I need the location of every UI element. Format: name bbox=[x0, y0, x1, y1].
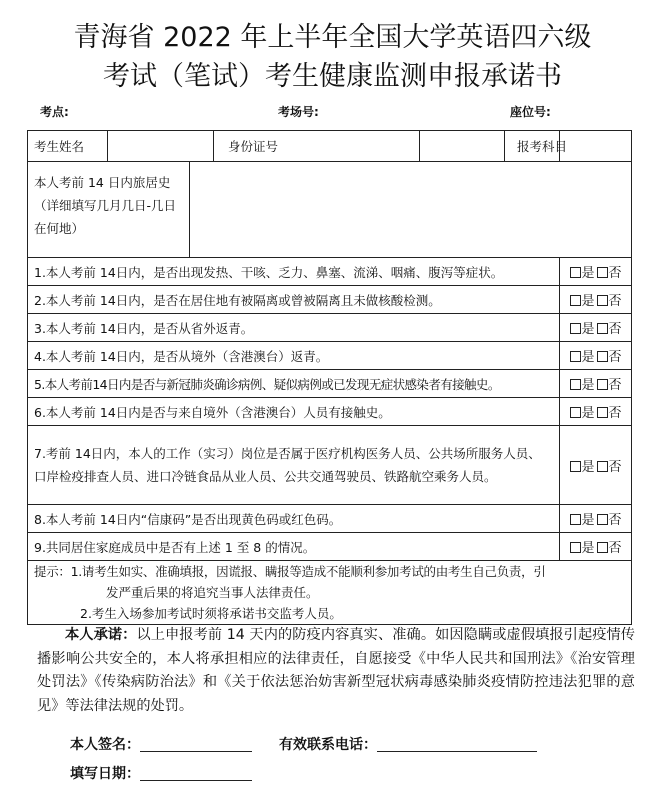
question-row bbox=[28, 286, 632, 314]
travel-history-row bbox=[28, 162, 632, 258]
no-checkbox[interactable] bbox=[597, 379, 608, 390]
question-row bbox=[28, 426, 632, 505]
name-label: 考生姓名 bbox=[28, 131, 108, 162]
travel-history-label: 本人考前 14 日内旅居史（详细填写几月几日-几日在何地） bbox=[28, 162, 190, 258]
question-row bbox=[28, 258, 632, 286]
phone-label: 有效联系电话： bbox=[279, 737, 377, 753]
no-checkbox[interactable] bbox=[597, 351, 608, 362]
yes-checkbox[interactable] bbox=[570, 542, 581, 553]
commitment-statement bbox=[37, 624, 635, 718]
question-text: 3.本人考前 14日内，是否从省外返青。 bbox=[28, 314, 560, 342]
yes-no-options: 是 否 bbox=[560, 370, 632, 398]
name-field[interactable] bbox=[108, 131, 214, 162]
signature-line bbox=[70, 734, 252, 754]
question-text: 4.本人考前 14日内，是否从境外（含港澳台）返青。 bbox=[28, 342, 560, 370]
question-text: 5.本人考前14日内是否与新冠肺炎确诊病例、疑似病例或已发现无症状感染者有接触史。 bbox=[28, 370, 560, 398]
travel-history-field[interactable] bbox=[190, 162, 632, 258]
subject-field[interactable] bbox=[560, 131, 632, 162]
yes-no-options: 是 否 bbox=[560, 398, 632, 426]
seat-number-label: 座位号: bbox=[510, 105, 551, 119]
no-checkbox[interactable] bbox=[597, 542, 608, 553]
tips-cell bbox=[28, 561, 632, 625]
question-row bbox=[28, 314, 632, 342]
question-row bbox=[28, 342, 632, 370]
yes-checkbox[interactable] bbox=[570, 407, 581, 418]
no-checkbox[interactable] bbox=[597, 295, 608, 306]
question-row bbox=[28, 398, 632, 426]
yes-checkbox[interactable] bbox=[570, 351, 581, 362]
phone-blank[interactable] bbox=[377, 737, 537, 752]
question-text: 2.本人考前 14日内，是否在居住地有被隔离或曾被隔离且未做核酸检测。 bbox=[28, 286, 560, 314]
commitment-lead: 本人承诺： bbox=[65, 627, 137, 643]
yes-checkbox[interactable] bbox=[570, 461, 581, 472]
subject-label: 报考科目 bbox=[505, 131, 560, 162]
no-checkbox[interactable] bbox=[597, 514, 608, 525]
commitment-body: 以上申报考前 14 天内的防疫内容真实、准确。如因隐瞒或虚假填报引起疫情传播影响公共安全的，本人将承担相应的法律责任，自愿接受《中华人民共和国刑法》《治安管理处罚法》《传染病防治法》和《关于依法惩治妨害新型冠状病毒感染肺炎疫情防控违法犯罪的意见》等法律法规的处罚。 bbox=[37, 627, 635, 714]
question-row bbox=[28, 533, 632, 561]
question-text: 7.考前 14日内，本人的工作（实习）岗位是否属于医疗机构医务人员、公共场所服务人员、口岸检疫排查人员、进口冷链食品从业人员、公共交通驾驶员、铁路航空乘务人员。 bbox=[28, 426, 560, 505]
exam-site-label: 考点: bbox=[40, 105, 69, 119]
question-row bbox=[28, 370, 632, 398]
date-blank[interactable] bbox=[140, 766, 252, 781]
yes-no-options: 是 否 bbox=[560, 505, 632, 533]
exam-room-label: 考场号: bbox=[278, 105, 319, 119]
tip-line-2: 发严重后果的将追究当事人法律责任。 bbox=[106, 585, 319, 600]
yes-checkbox[interactable] bbox=[570, 379, 581, 390]
yes-no-options: 是 否 bbox=[560, 426, 632, 505]
yes-no-options: 是 否 bbox=[560, 258, 632, 286]
yes-no-options: 是 否 bbox=[560, 314, 632, 342]
yes-checkbox[interactable] bbox=[570, 323, 581, 334]
yes-no-options: 是 否 bbox=[560, 342, 632, 370]
no-checkbox[interactable] bbox=[597, 267, 608, 278]
candidate-info-row bbox=[28, 131, 632, 162]
yes-checkbox[interactable] bbox=[570, 295, 581, 306]
question-text: 6.本人考前 14日内是否与来自境外（含港澳台）人员有接触史。 bbox=[28, 398, 560, 426]
yes-no-options: 是 否 bbox=[560, 533, 632, 561]
date-label: 填写日期： bbox=[70, 766, 140, 782]
tip-line-3: 2.考生入场参加考试时须将承诺书交监考人员。 bbox=[80, 606, 342, 621]
no-checkbox[interactable] bbox=[597, 461, 608, 472]
id-field[interactable] bbox=[420, 131, 505, 162]
signature-blank[interactable] bbox=[140, 737, 252, 752]
no-checkbox[interactable] bbox=[597, 407, 608, 418]
tip-line-1: 提示：1.请考生如实、准确填报，因谎报、瞒报等造成不能顺利参加考试的由考生自己负责，引 bbox=[34, 564, 546, 579]
question-text: 9.共同居住家庭成员中是否有上述 1 至 8 的情况。 bbox=[28, 533, 560, 561]
document-title-line-2: 考试（笔试）考生健康监测申报承诺书 bbox=[103, 61, 562, 92]
phone-line bbox=[279, 734, 537, 754]
question-row bbox=[28, 505, 632, 533]
date-line bbox=[70, 763, 252, 783]
yes-checkbox[interactable] bbox=[570, 267, 581, 278]
no-checkbox[interactable] bbox=[597, 323, 608, 334]
yes-no-options: 是 否 bbox=[560, 286, 632, 314]
question-text: 8.本人考前 14日内“信康码”是否出现黄色码或红色码。 bbox=[28, 505, 560, 533]
tips-row bbox=[28, 561, 632, 625]
health-declaration-table bbox=[27, 130, 632, 625]
document-title-line-1: 青海省 2022 年上半年全国大学英语四六级 bbox=[73, 22, 592, 53]
yes-checkbox[interactable] bbox=[570, 514, 581, 525]
signature-label: 本人签名： bbox=[70, 737, 140, 753]
id-label: 身份证号 bbox=[214, 131, 420, 162]
question-text: 1.本人考前 14日内，是否出现发热、干咳、乏力、鼻塞、流涕、咽痛、腹泻等症状。 bbox=[28, 258, 560, 286]
